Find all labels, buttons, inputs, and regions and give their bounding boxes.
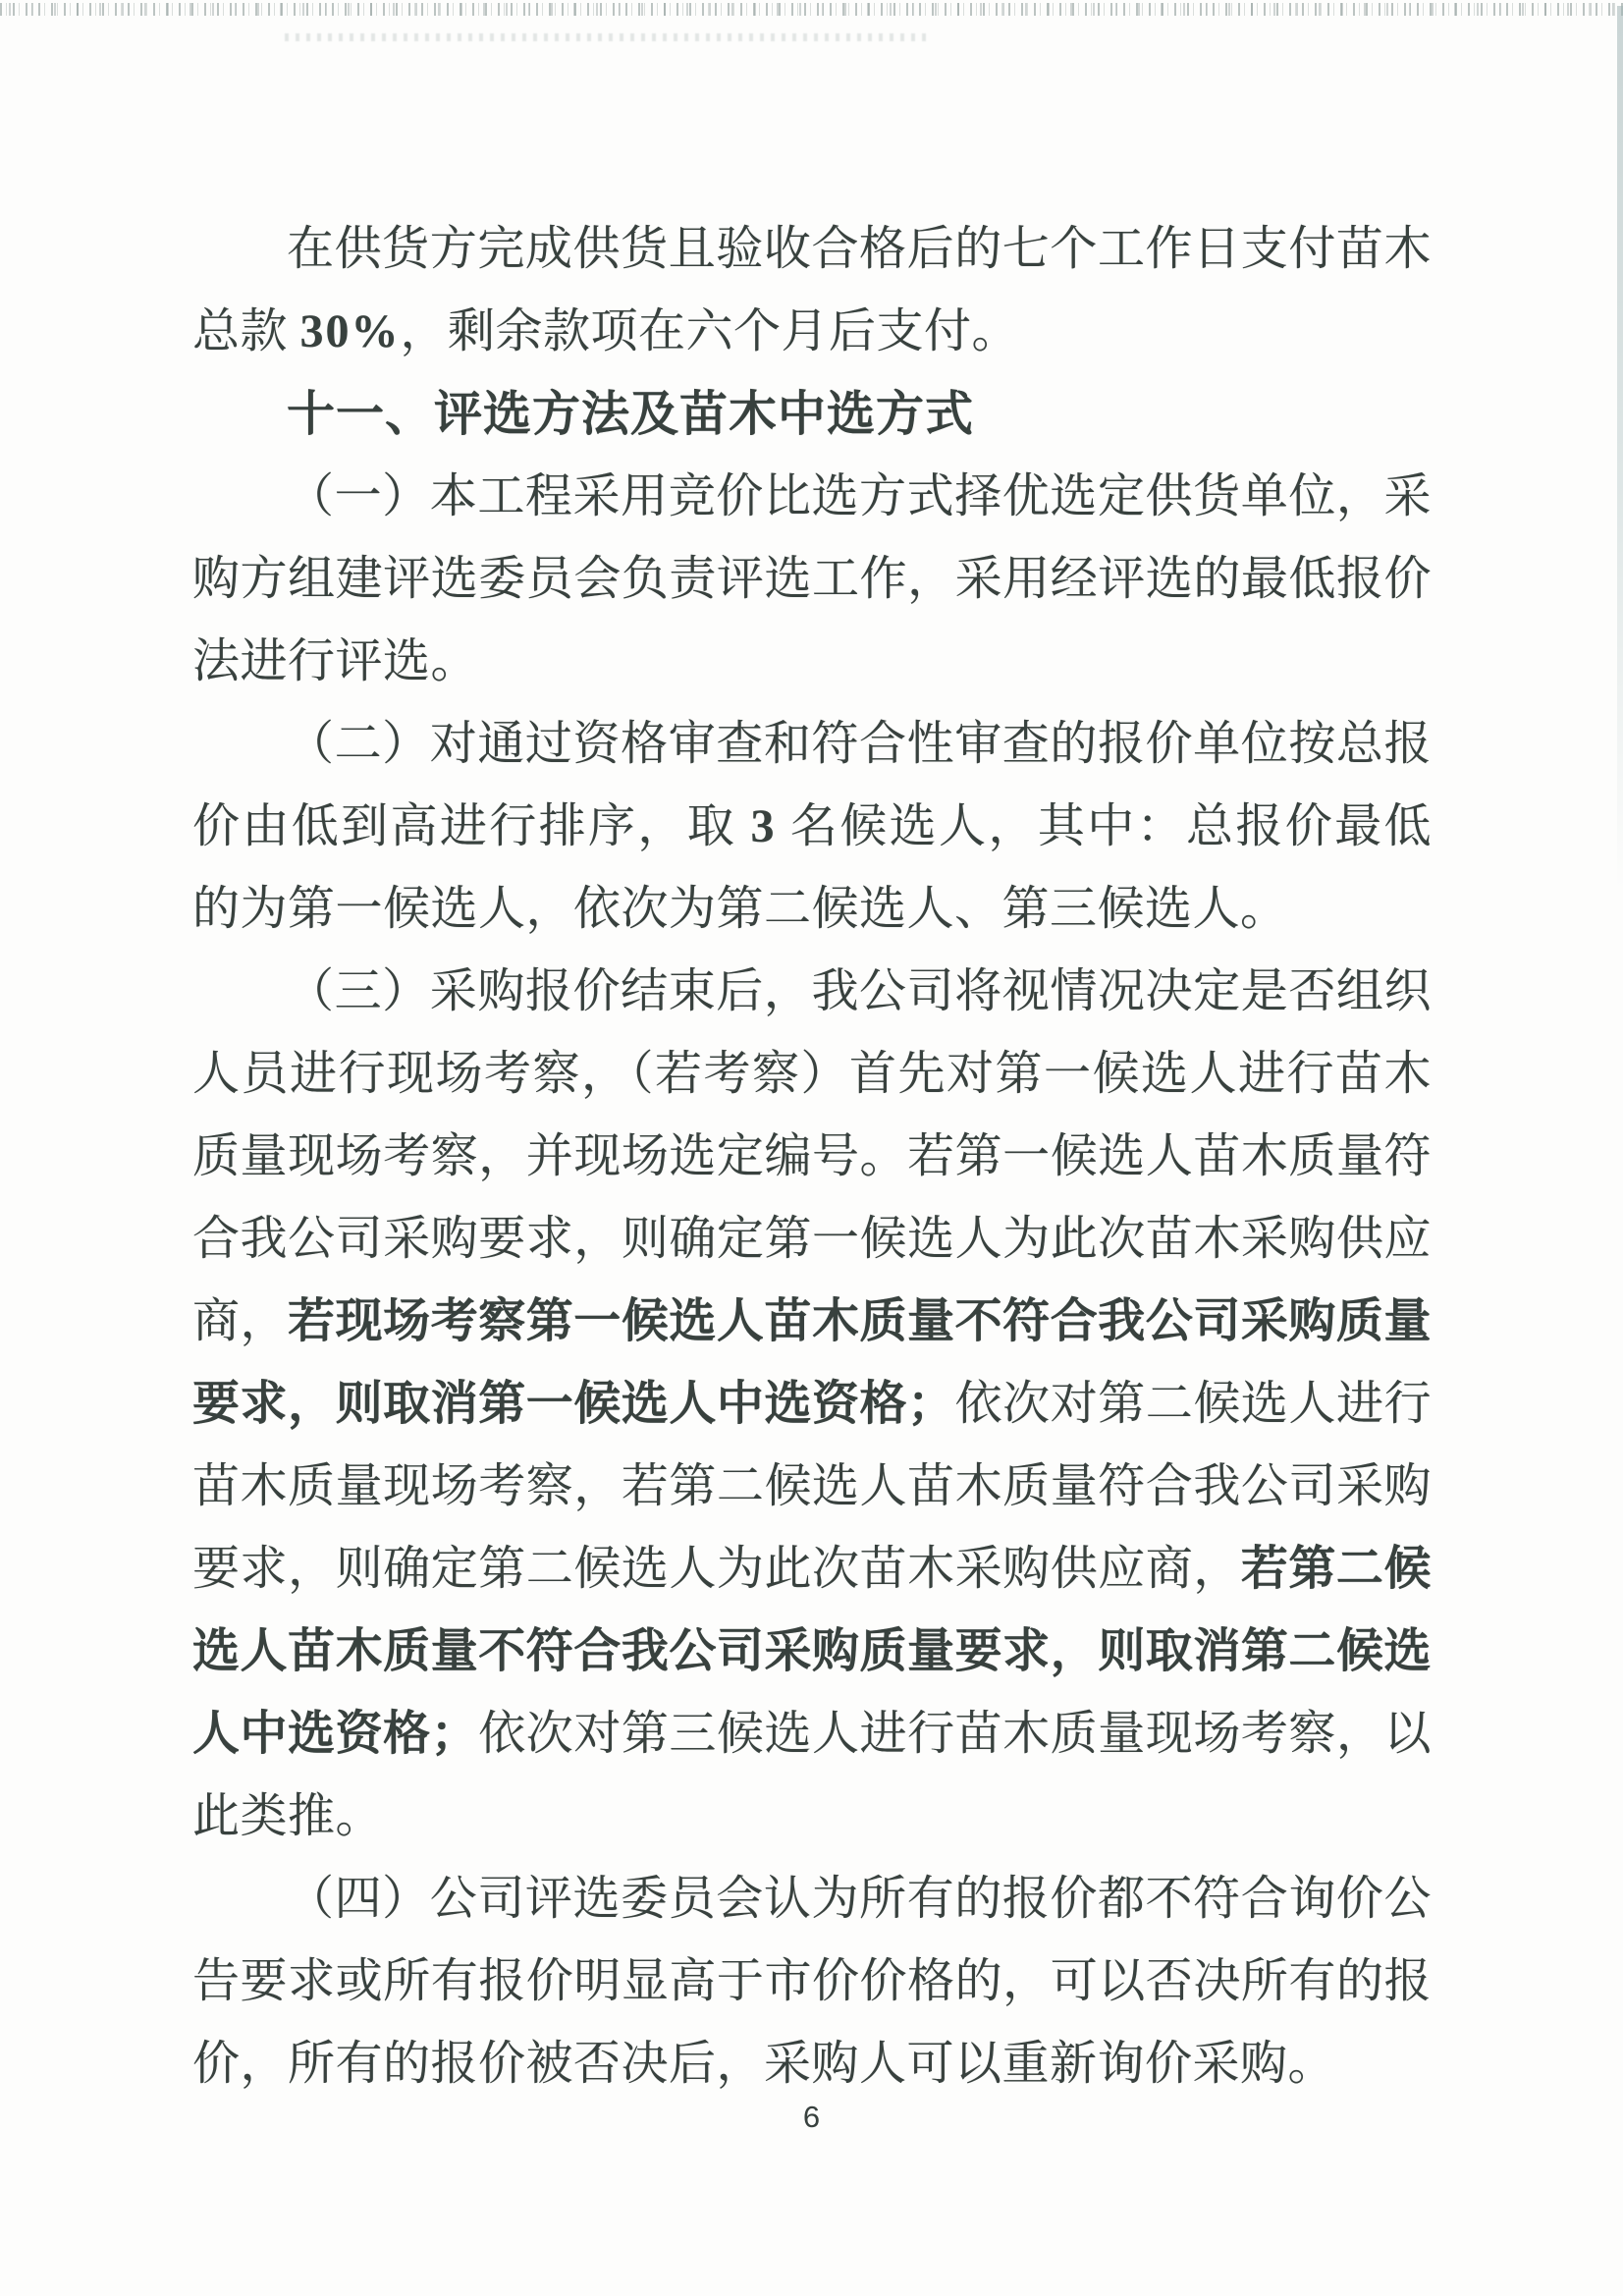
page-footer <box>0 2100 1623 2135</box>
paragraph-item-4 <box>192 1858 1432 2105</box>
text-run-bold: 若现场考察第一候选人苗木质量不符合我公司采购质量要求，则取消第一候选人中选资格； <box>192 1295 1432 1430</box>
paragraph-item-2 <box>192 703 1432 951</box>
text-run: 名候选人，其中：总报价最低的为第一候选人，依次为第二候选人、第三候选人。 <box>192 800 1432 935</box>
text-run: （一）本工程采用竞价比选方式择优选定供货单位，采购方组建评选委员会负责评选工作，采用经评选的最低报价法进行评选。 <box>192 470 1432 687</box>
text-run: （四）公司评选委员会认为所有的报价都不符合询价公告要求或所有报价明显高于市价价格的，可以否决所有的报价，所有的报价被否决后，采购人可以重新询价采购。 <box>192 1873 1432 2090</box>
section-heading: 十一、评选方法及苗木中选方式 <box>287 388 975 441</box>
scan-artifact-top <box>0 3 1623 16</box>
text-run: 依次对第二候选人进行苗木质量现场考察，若第二候选人苗木质量符合我公司采购要求，则确定第二候选人为此次苗木采购供应商， <box>192 1378 1432 1595</box>
text-run: ，剩余款项在六个月后支付。 <box>400 305 1020 357</box>
text-run-num: 3 <box>750 800 777 852</box>
paragraph-payment-terms <box>192 208 1432 373</box>
text-run: 依次对第三候选人进行苗木质量现场考察，以此类推。 <box>192 1708 1432 1842</box>
paragraph-item-1 <box>192 456 1432 703</box>
text-run: （二）对通过资格审查和符合性审查的报价单位按总报价由低到高进行排序，取 <box>192 718 1432 852</box>
scan-artifact-right-edge <box>1617 6 1623 890</box>
text-run: （三）采购报价结束后，我公司将视情况决定是否组织人员进行现场考察，（若考察）首先对第一候选人进行苗木质量现场考察，并现场选定编号。若第一候选人苗木质量符合我公司采购要求，则确定第一候选人为此次苗木采购供应商， <box>192 965 1432 1347</box>
text-run: 在供货方完成供货且验收合格后的七个工作日支付苗木总款 <box>192 223 1432 357</box>
paragraph-item-3 <box>192 951 1432 1858</box>
document-body <box>192 208 1432 2105</box>
text-run-num: 30% <box>299 305 401 357</box>
text-run-bold: 若第二候选人苗木质量不符合我公司采购质量要求，则取消第二候选人中选资格； <box>192 1543 1432 1760</box>
scan-artifact-secondary <box>285 33 933 41</box>
page-number: 6 <box>802 2100 821 2134</box>
